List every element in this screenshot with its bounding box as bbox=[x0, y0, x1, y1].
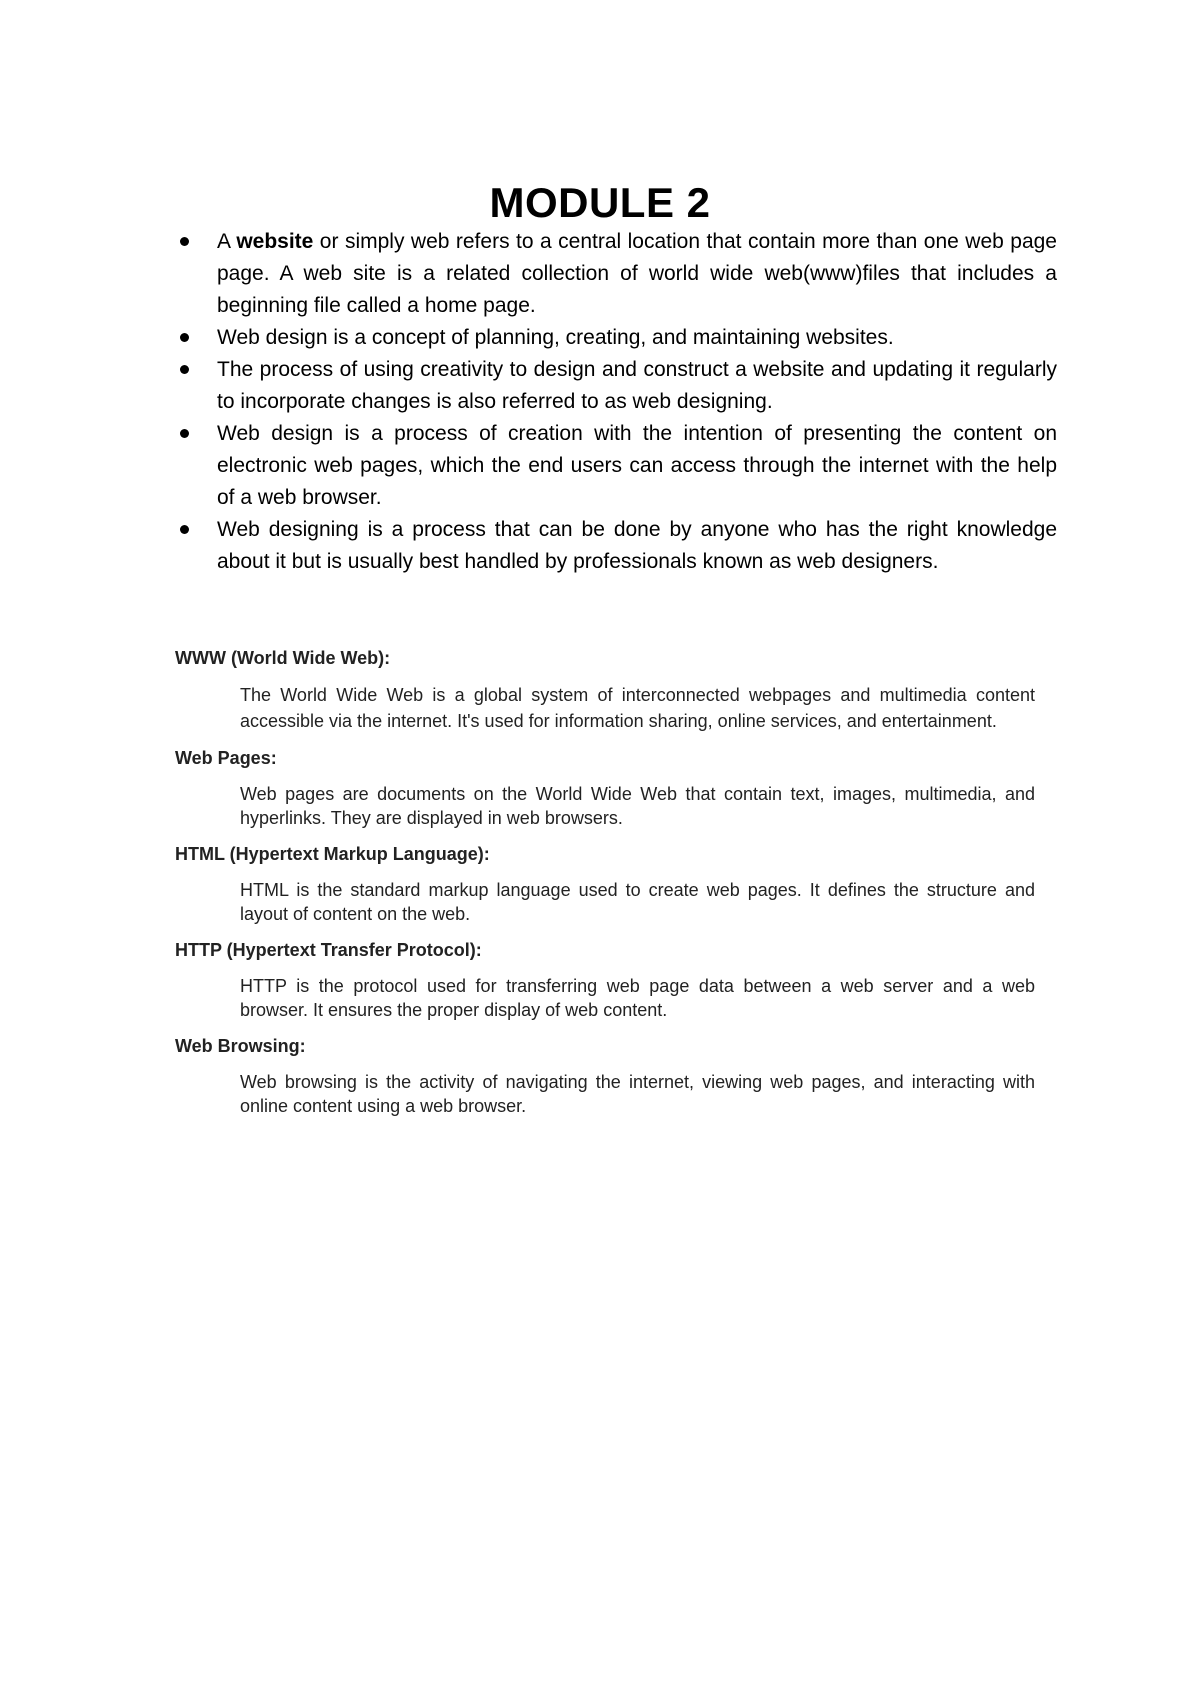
bullet-icon bbox=[180, 525, 189, 534]
bullet-icon bbox=[180, 237, 189, 246]
glossary-definition-html: HTML is the standard markup language used to create web pages. It defines the structure and layout of content on the web. bbox=[240, 880, 1035, 924]
page-title: MODULE 2 bbox=[489, 179, 711, 227]
bullet-text-bold: website bbox=[236, 230, 314, 253]
bullet-icon bbox=[180, 429, 189, 438]
list-item bbox=[217, 354, 1057, 418]
glossary-term-http: HTTP (Hypertext Transfer Protocol): bbox=[175, 940, 482, 960]
glossary-definition-web-pages: Web pages are documents on the World Wide Web that contain text, images, multimedia, and hyperlinks. They are displayed in web browsers. bbox=[240, 784, 1035, 828]
glossary-definition-web-browsing: Web browsing is the activity of navigating the internet, viewing web pages, and interacting with online content using a web browser. bbox=[240, 1072, 1035, 1116]
glossary-term-web-pages: Web Pages: bbox=[175, 748, 277, 768]
bullet-text-suffix: or simply web refers to a central location that contain more than one web page page. A web site is a related collection of world wide web(www)files that includes a beginning file called a home page. bbox=[217, 230, 1057, 317]
glossary-section bbox=[175, 646, 1035, 1130]
list-item bbox=[217, 226, 1057, 322]
list-item bbox=[217, 514, 1057, 578]
list-item bbox=[217, 322, 1057, 354]
glossary-term-web-browsing: Web Browsing: bbox=[175, 1036, 306, 1056]
glossary-term-html: HTML (Hypertext Markup Language): bbox=[175, 844, 490, 864]
bullet-text: Web design is a process of creation with the intention of presenting the content on electronic web pages, which the end users can access through the internet with the help of a web browser. bbox=[217, 422, 1057, 509]
bullet-list bbox=[217, 226, 1057, 578]
glossary-definition-http: HTTP is the protocol used for transferring web page data between a web server and a web browser. It ensures the proper display of web content. bbox=[240, 976, 1035, 1020]
bullet-text-prefix: A bbox=[217, 230, 237, 253]
bullet-text: The process of using creativity to design and construct a website and updating it regularly to incorporate changes is also referred to as web designing. bbox=[217, 358, 1057, 413]
bullet-icon bbox=[180, 365, 189, 374]
glossary-definition-www: The World Wide Web is a global system of interconnected webpages and multimedia content accessible via the internet. It's used for information sharing, online services, and entertainment. bbox=[240, 685, 1035, 731]
bullet-icon bbox=[180, 333, 189, 342]
list-item bbox=[217, 418, 1057, 514]
bullet-text: Web design is a concept of planning, creating, and maintaining websites. bbox=[217, 326, 894, 349]
bullet-text: Web designing is a process that can be done by anyone who has the right knowledge about it but is usually best handled by professionals known as web designers. bbox=[217, 518, 1057, 573]
glossary-term-www: WWW (World Wide Web): bbox=[175, 648, 391, 668]
